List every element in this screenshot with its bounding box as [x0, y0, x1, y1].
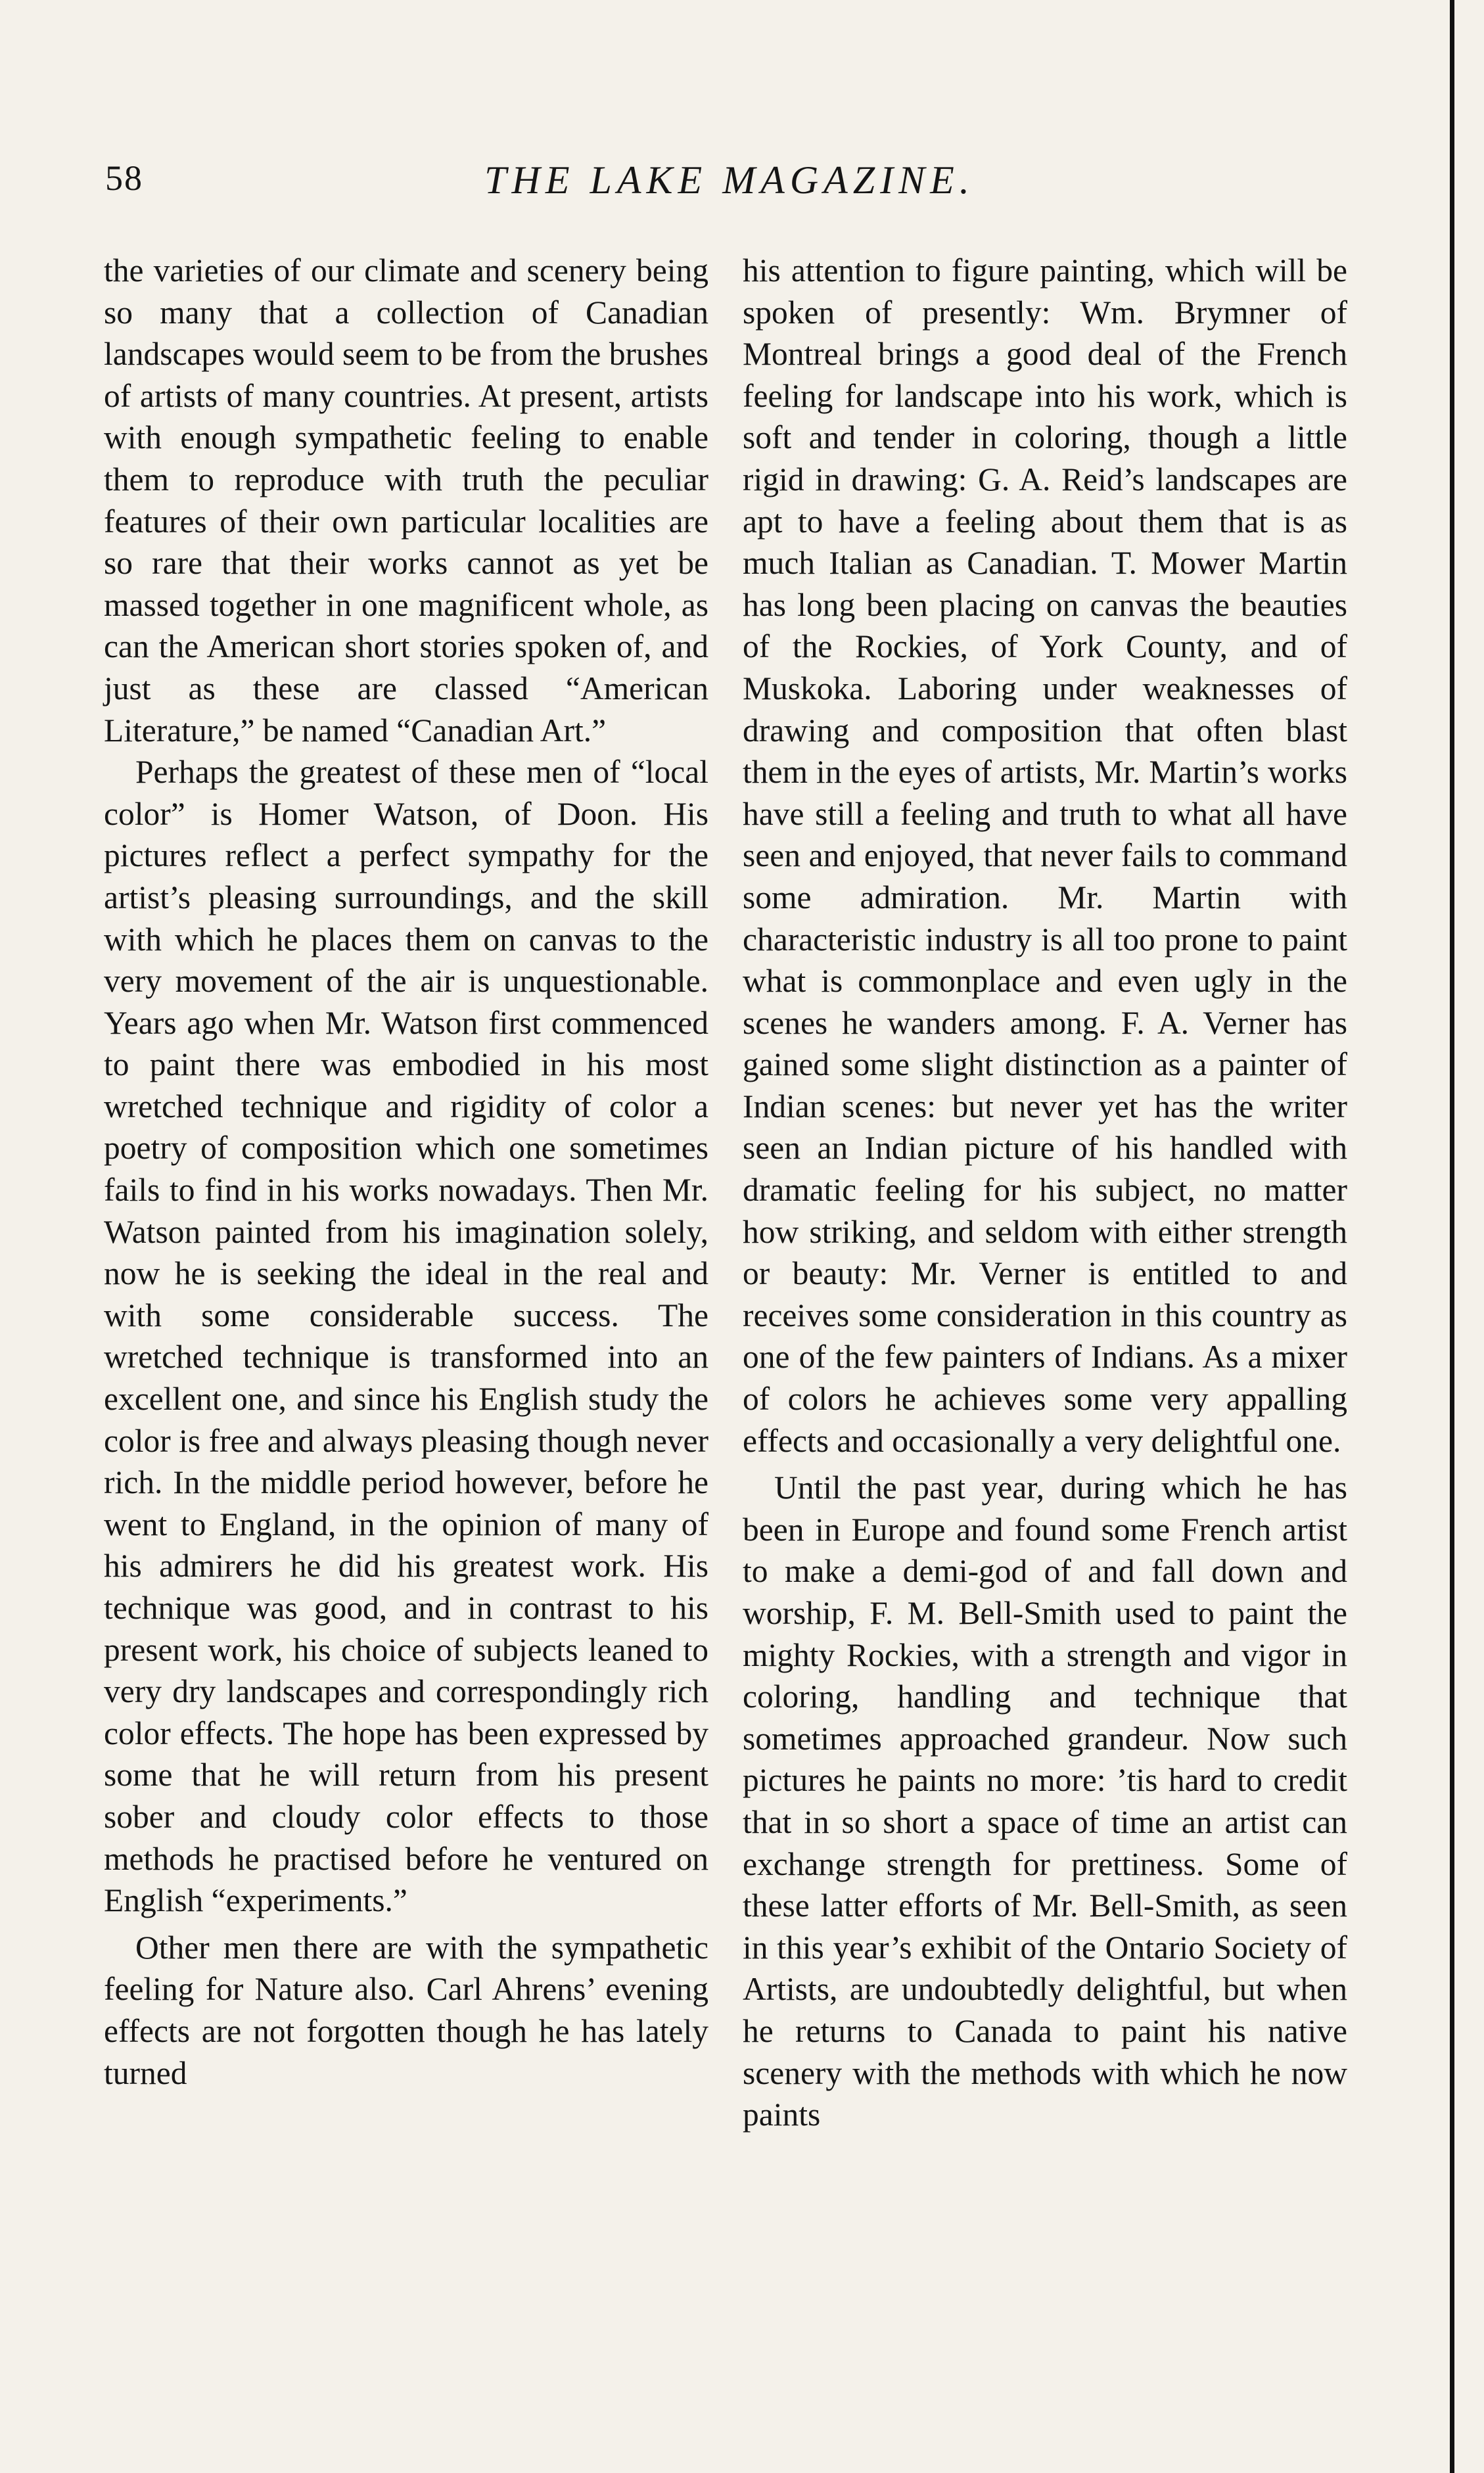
- running-title: THE LAKE MAGAZINE.: [484, 158, 975, 202]
- left-column: [104, 250, 708, 2094]
- paragraph: Other men there are with the sympathetic feeling for Nature also. Carl Ahrens’ evening effects are not forgotten though he has lately turned: [104, 1929, 708, 2091]
- paragraph: Until the past year, during which he has been in Europe and found some French artist to make a demi-god of and fall down and worship, F. M. Bell-Smith used to paint the mighty Rockies, with a strength and vigor in coloring, handling and technique that sometimes approached grandeur. Now such pictures he paints no more: ’tis hard to credit that in so short a space of time an artist can exchange strength for prettiness. Some of these latter efforts of Mr. Bell-Smith, as seen in this year’s exhibit of the Ontario Society of Artists, are undoubtedly delightful, but when he returns to Canada to paint his native scenery with the methods with which he now paints: [743, 1469, 1347, 2133]
- page-number: 58: [105, 158, 143, 198]
- right-column: [743, 250, 1347, 2136]
- page-header: [105, 158, 1354, 210]
- page-edge-rule: [1450, 0, 1454, 2473]
- paragraph: his attention to figure painting, which will be spoken of presently: Wm. Brymner of Montreal brings a good deal of the French feeling for landscape into his work, which is soft and tender in coloring, though a little rigid in drawing: G. A. Reid’s landscapes are apt to have a feeling about them that is as much Italian as Canadian. T. Mower Martin has long been placing on canvas the beauties of the Rockies, of York County, and of Muskoka. Laboring under weaknesses of drawing and composition that often blast them in the eyes of artists, Mr. Martin’s works have still a feeling and truth to what all have seen and enjoyed, that never fails to command some admiration. Mr. Martin with characteristic industry is all too prone to paint what is commonplace and even ugly in the scenes he wanders among. F. A. Verner has gained some slight distinction as a painter of Indian scenes: but never yet has the writer seen an Indian picture of his handled with dramatic feeling for his subject, no matter how striking, and seldom with either strength or beauty: Mr. Verner is entitled to and receives some consideration in this country as one of the few painters of Indians. As a mixer of colors he achieves some very appalling effects and occasionally a very delightful one.: [743, 252, 1347, 1459]
- paragraph: the varieties of our climate and scenery being so many that a collection of Canadian landscapes would seem to be from the brushes of artists of many countries. At present, artists with enough sympathetic feeling to enable them to reproduce with truth the peculiar features of their own particular localities are so rare that their works cannot as yet be massed together in one magnificent whole, as can the American short stories spoken of, and just as these are classed “American Literature,” be named “Canadian Art.”: [104, 252, 708, 749]
- paragraph: Perhaps the greatest of these men of “local color” is Homer Watson, of Doon. His pictures reflect a perfect sympathy for the artist’s pleasing surroundings, and the skill with which he places them on canvas to the very movement of the air is unquestionable. Years ago when Mr. Watson first commenced to paint there was embodied in his most wretched technique and rigidity of color a poetry of composition which one sometimes fails to find in his works nowadays. Then Mr. Watson painted from his imagination solely, now he is seeking the ideal in the real and with some considerable success. The wretched technique is transformed into an excellent one, and since his English study the color is free and always pleasing though never rich. In the middle period however, before he went to England, in the opinion of many of his admirers he did his greatest work. His technique was good, and in contrast to his present work, his choice of subjects leaned to very dry landscapes and correspondingly rich color effects. The hope has been expressed by some that he will return from his present sober and cloudy color effects to those methods he practised before he ventured on English “experiments.”: [104, 754, 708, 1919]
